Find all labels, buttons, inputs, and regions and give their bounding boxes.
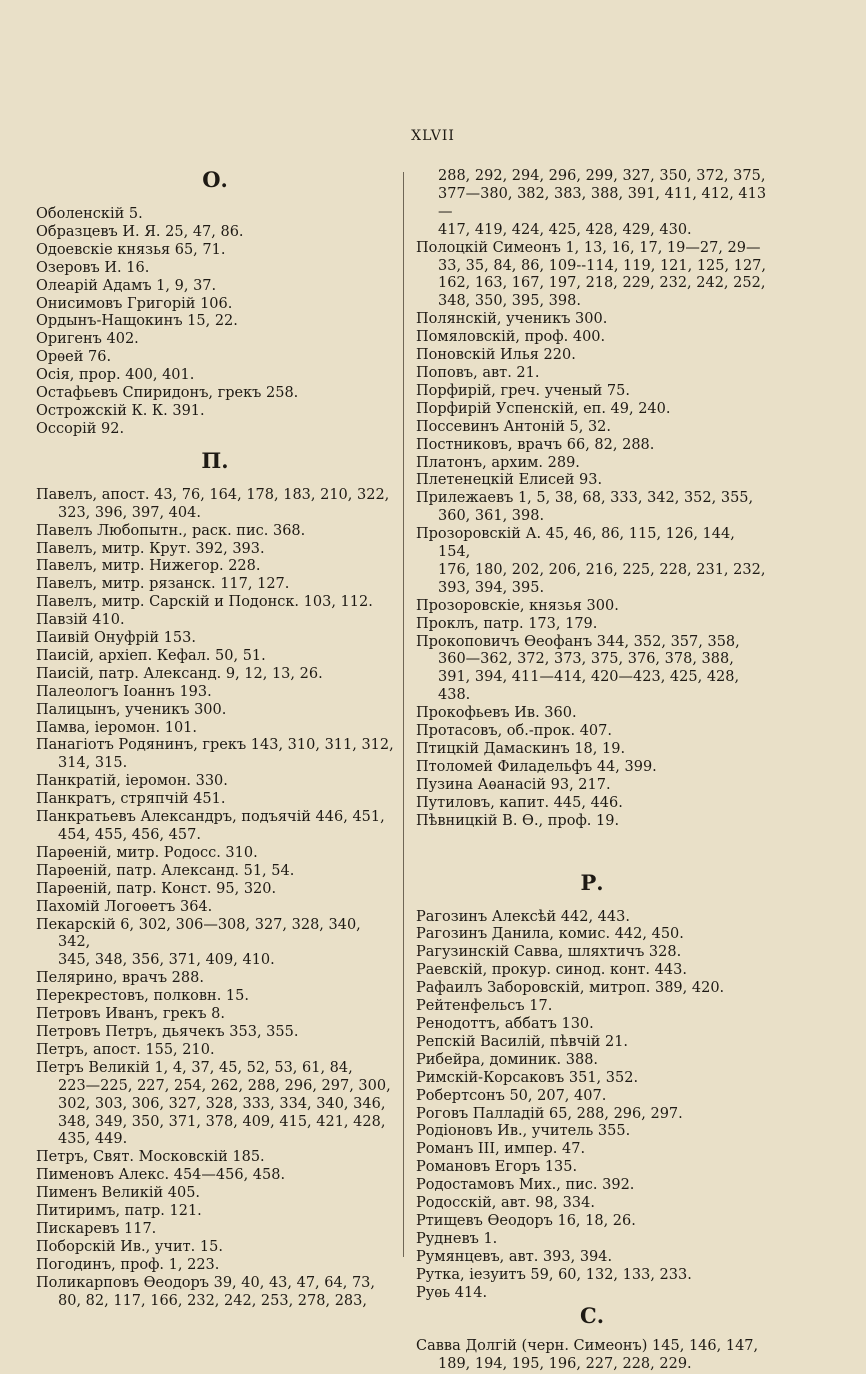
index-entry: Плетенецкій Елисей 93. bbox=[416, 472, 603, 489]
index-entry: Протасовъ, об.-прок. 407. bbox=[416, 723, 612, 740]
index-entry: Порфирій Успенскій, еп. 49, 240. bbox=[416, 400, 671, 417]
index-entry: Пименовъ Алекс. 454—456, 458. bbox=[36, 1167, 286, 1184]
index-entry: Оссорій 92. bbox=[36, 420, 125, 437]
index-entry: Пѣвницкій В. Ѳ., проф. 19. bbox=[416, 812, 620, 829]
index-entry-continuation: 314, 315. bbox=[58, 755, 128, 772]
index-entry-continuation: 176, 180, 202, 206, 216, 225, 228, 231, 232, bbox=[438, 561, 766, 578]
index-entry: Парѳеній, митр. Родосс. 310. bbox=[36, 844, 258, 861]
index-entry-continuation: 189, 194, 195, 196, 227, 228, 229. bbox=[438, 1356, 692, 1373]
index-entry-continuation: 162, 163, 167, 197, 218, 229, 232, 242, 252, bbox=[438, 275, 766, 292]
index-entry: Раевскій, прокур. синод. конт. 443. bbox=[416, 962, 687, 979]
index-entry: Павелъ, митр. рязанск. 117, 127. bbox=[36, 576, 290, 593]
index-entry: Одоевскіе князья 65, 71. bbox=[36, 241, 226, 258]
index-entry: Орѳей 76. bbox=[36, 349, 112, 366]
index-entry: Ртищевъ Ѳеодоръ 16, 18, 26. bbox=[416, 1212, 636, 1229]
index-entry: Порфирій, греч. ученый 75. bbox=[416, 382, 630, 399]
index-entry-continuation: 393, 394, 395. bbox=[438, 579, 545, 596]
index-entry: Римскій-Корсаковъ 351, 352. bbox=[416, 1069, 639, 1086]
index-entry: Постниковъ, врачъ 66, 82, 288. bbox=[416, 436, 655, 453]
index-entry: Рагозинъ Алексѣй 442, 443. bbox=[416, 908, 630, 925]
page-number: XLVII bbox=[411, 128, 455, 144]
index-entry: Репскій Василій, пѣвчій 21. bbox=[416, 1033, 629, 1050]
index-entry: Помяловскій, проф. 400. bbox=[416, 329, 606, 346]
section-heading-p: П. bbox=[201, 447, 229, 473]
index-entry: Рутка, іезуитъ 59, 60, 132, 133, 233. bbox=[416, 1266, 692, 1283]
index-entry: Панагіотъ Родянинъ, грекъ 143, 310, 311, 312, bbox=[36, 737, 394, 754]
index-entry: Панкратьевъ Александръ, подъячій 446, 451, bbox=[36, 809, 385, 826]
index-entry: Петровъ Петръ, дьячекъ 353, 355. bbox=[36, 1023, 299, 1040]
index-entry: Острожскій К. К. 391. bbox=[36, 402, 205, 419]
index-entry-continuation: 323, 396, 397, 404. bbox=[58, 504, 201, 521]
index-entry: Питиримъ, патр. 121. bbox=[36, 1203, 202, 1220]
index-entry: Родіоновъ Ив., учитель 355. bbox=[416, 1123, 631, 1140]
section-heading-o: О. bbox=[202, 167, 228, 192]
index-entry: Руѳь 414. bbox=[416, 1284, 488, 1301]
index-entry-continuation: 435, 449. bbox=[58, 1131, 128, 1148]
section-heading-r: Р. bbox=[580, 869, 604, 895]
index-entry: Пекарскій 6, 302, 306—308, 327, 328, 340, 342, bbox=[36, 916, 361, 951]
index-entry: Путиловъ, капит. 445, 446. bbox=[416, 794, 623, 811]
index-entry: Поновскій Илья 220. bbox=[416, 347, 576, 364]
index-entry: Рудневъ 1. bbox=[416, 1230, 498, 1247]
index-entry: Пахомій Логоѳетъ 364. bbox=[36, 898, 213, 915]
index-entry: Перекрестовъ, полковн. 15. bbox=[36, 988, 249, 1005]
index-entry: Романовъ Егоръ 135. bbox=[416, 1159, 578, 1176]
index-entry: Палеологъ Іоаннъ 193. bbox=[36, 683, 212, 700]
index-entry: Родостамовъ Мих., пис. 392. bbox=[416, 1177, 635, 1194]
index-entry: Палицынъ, ученикъ 300. bbox=[36, 701, 227, 718]
index-entry: Пузина Аѳанасій 93, 217. bbox=[416, 776, 611, 793]
index-entry-continuation: 288, 292, 294, 296, 299, 327, 350, 372, 375, bbox=[438, 168, 766, 184]
index-entry: Румянцевъ, авт. 393, 394. bbox=[416, 1248, 613, 1265]
index-entry: Рибейра, доминик. 388. bbox=[416, 1051, 599, 1068]
index-entry-continuation: 33, 35, 84, 86, 109--114, 119, 121, 125, 127, bbox=[438, 257, 767, 274]
index-entry: Оболенскій 5. bbox=[36, 206, 143, 222]
index-entry: Савва Долгій (черн. Симеонъ) 145, 146, 147, bbox=[416, 1338, 759, 1355]
index-entry: Рагозинъ Данила, комис. 442, 450. bbox=[416, 926, 684, 943]
index-entry: Паисій, архіеп. Кефал. 50, 51. bbox=[36, 647, 266, 664]
index-entry: Рагузинскій Савва, шляхтичъ 328. bbox=[416, 944, 682, 961]
index-entry: Ордынъ-Нащокинъ 15, 22. bbox=[36, 313, 238, 330]
index-entry: Поссевинъ Антоній 5, 32. bbox=[416, 418, 611, 435]
index-entry: Родосскій, авт. 98, 334. bbox=[416, 1195, 595, 1212]
index-entry: Птоломей Филадельфъ 44, 399. bbox=[416, 758, 657, 775]
index-entry-continuation: 360, 361, 398. bbox=[438, 508, 545, 525]
index-entry: Панкратій, іеромон. 330. bbox=[36, 773, 228, 790]
index-entry: Павелъ, митр. Сарскій и Подонск. 103, 112. bbox=[36, 594, 373, 611]
index-entry: Прозоровскій А. 45, 46, 86, 115, 126, 144, 154, bbox=[416, 526, 735, 561]
index-entry-continuation: 417, 419, 424, 425, 428, 429, 430. bbox=[438, 221, 692, 238]
index-entry: Павзій 410. bbox=[36, 612, 125, 629]
index-entry: Пискаревъ 117. bbox=[36, 1220, 157, 1237]
index-entry: Павелъ Любопытн., раск. пис. 368. bbox=[36, 522, 306, 539]
index-entry: Погодинъ, проф. 1, 223. bbox=[36, 1256, 220, 1273]
right-column bbox=[416, 168, 768, 1374]
index-entry: Рейтенфельсъ 17. bbox=[416, 998, 553, 1015]
index-entry-continuation: 80, 82, 117, 166, 232, 242, 253, 278, 283, bbox=[58, 1292, 367, 1309]
index-entry: Остафьевъ Спиридонъ, грекъ 258. bbox=[36, 385, 299, 402]
index-entry: Платонъ, архим. 289. bbox=[416, 454, 580, 471]
index-entry-continuation: 360—362, 372, 373, 375, 376, 378, 388, bbox=[438, 651, 734, 668]
index-entry: Петръ, апост. 155, 210. bbox=[36, 1041, 215, 1058]
index-entry: Осія, прор. 400, 401. bbox=[36, 367, 195, 384]
index-entry: Поликарповъ Ѳеодоръ 39, 40, 43, 47, 64, 73, bbox=[36, 1274, 376, 1291]
index-entry: Панкратъ, стряпчій 451. bbox=[36, 791, 226, 808]
index-entry: Роговъ Палладій 65, 288, 296, 297. bbox=[416, 1105, 683, 1122]
index-entry: Памва, іеромон. 101. bbox=[36, 719, 198, 736]
index-entry: Петръ Великій 1, 4, 37, 45, 52, 53, 61, 84, bbox=[36, 1059, 353, 1076]
index-entry-continuation: 345, 348, 356, 371, 409, 410. bbox=[58, 952, 275, 969]
index-entry: Проклъ, патр. 173, 179. bbox=[416, 615, 598, 632]
column-divider bbox=[403, 172, 404, 1257]
index-entry: Ренодоттъ, аббатъ 130. bbox=[416, 1015, 594, 1032]
index-entry: Павелъ, митр. Нижегор. 228. bbox=[36, 558, 261, 575]
index-entry: Озеровъ И. 16. bbox=[36, 259, 150, 276]
index-entry: Онисимовъ Григорій 106. bbox=[36, 295, 233, 312]
index-entry: Парѳеній, патр. Конст. 95, 320. bbox=[36, 880, 277, 897]
index-entry: Паисій, патр. Александ. 9, 12, 13, 26. bbox=[36, 665, 323, 682]
index-entry: Прокофьевъ Ив. 360. bbox=[416, 705, 577, 722]
index-entry: Петровъ Иванъ, грекъ 8. bbox=[36, 1006, 226, 1023]
index-entry: Полянскій, ученикъ 300. bbox=[416, 311, 608, 328]
index-entry: Поборскій Ив., учит. 15. bbox=[36, 1238, 223, 1255]
index-entry-continuation: 348, 349, 350, 371, 378, 409, 415, 421, 428, bbox=[58, 1113, 386, 1130]
index-entry: Прилежаевъ 1, 5, 38, 68, 333, 342, 352, 355, bbox=[416, 490, 754, 507]
index-entry: Пименъ Великій 405. bbox=[36, 1185, 201, 1202]
index-entry: Рафаилъ Заборовскій, митроп. 389, 420. bbox=[416, 980, 725, 997]
index-entry-continuation: 302, 303, 306, 327, 328, 333, 334, 340, 346, bbox=[58, 1095, 386, 1112]
index-entry: Олеарій Адамъ 1, 9, 37. bbox=[36, 277, 217, 294]
index-entry: Прозоровскіе, князья 300. bbox=[416, 597, 619, 614]
index-entry-continuation: 223—225, 227, 254, 262, 288, 296, 297, 300, bbox=[58, 1077, 391, 1094]
index-entry: Павелъ, апост. 43, 76, 164, 178, 183, 210, 322, bbox=[36, 486, 390, 503]
index-entry-continuation: 391, 394, 411—414, 420—423, 425, 428, 438. bbox=[438, 669, 740, 704]
index-entry: Робертсонъ 50, 207, 407. bbox=[416, 1087, 607, 1104]
index-entry-continuation: 454, 455, 456, 457. bbox=[58, 827, 201, 843]
index-entry: Пелярино, врачъ 288. bbox=[36, 970, 204, 987]
index-entry: Паивій Онуфрій 153. bbox=[36, 630, 196, 647]
index-entry: Полоцкій Симеонъ 1, 13, 16, 17, 19—27, 29— bbox=[416, 239, 761, 256]
index-entry: Образцевъ И. Я. 25, 47, 86. bbox=[36, 223, 244, 240]
index-entry: Прокоповичъ Ѳеофанъ 344, 352, 357, 358, bbox=[416, 633, 740, 650]
index-entry: Поповъ, авт. 21. bbox=[416, 364, 540, 381]
index-entry-continuation: 348, 350, 395, 398. bbox=[438, 293, 581, 310]
index-entry-continuation: 377—380, 382, 383, 388, 391, 411, 412, 413— bbox=[438, 185, 767, 220]
section-heading-s: С. bbox=[579, 1303, 605, 1329]
index-entry: Петръ, Свят. Московскій 185. bbox=[36, 1149, 265, 1166]
index-entry: Романъ III, импер. 47. bbox=[416, 1141, 586, 1158]
left-column bbox=[36, 168, 394, 1310]
index-entry: Павелъ, митр. Крут. 392, 393. bbox=[36, 540, 265, 557]
index-entry: Оригенъ 402. bbox=[36, 331, 139, 348]
index-entry: Парѳеній, патр. Александ. 51, 54. bbox=[36, 862, 295, 879]
index-entry: Птицкій Дамаскинъ 18, 19. bbox=[416, 741, 626, 757]
